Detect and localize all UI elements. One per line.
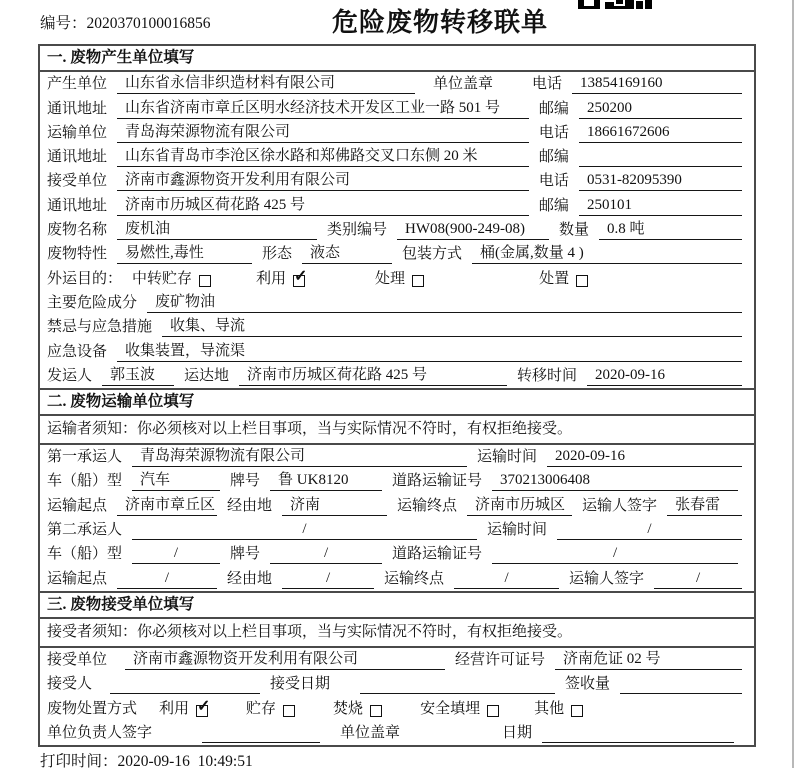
checkbox-label: 处理	[375, 270, 406, 287]
disposal-incinerate-checkbox	[333, 700, 382, 719]
seal-date-field	[542, 723, 734, 743]
check-mark-icon: ✓	[197, 697, 211, 715]
transport-date-2-field: /	[557, 520, 742, 540]
producer-address-field: 山东省济南市章丘区明水经济技术开发区工业一路 501 号	[117, 99, 529, 119]
field-label: 数量	[559, 222, 590, 239]
via-1-field: 济南	[282, 496, 387, 516]
page-edge-line	[792, 0, 794, 768]
disposal-other-checkbox	[534, 700, 583, 719]
field-label: 车（船）型	[47, 473, 123, 490]
checkbox-icon	[412, 275, 424, 287]
carrier-signature-1-field: 张春雷	[667, 496, 742, 516]
plate-number-1-field: 鲁 UK8120	[270, 471, 382, 491]
form-row	[40, 696, 754, 720]
carrier-signature-2-field: /	[654, 569, 742, 589]
road-transport-permit-2-field: /	[492, 544, 738, 564]
disposal-utilize-checkbox	[159, 697, 211, 719]
field-label: 运输时间	[477, 449, 538, 466]
print-time-label: 打印时间：	[40, 753, 118, 768]
origin-1-field: 济南市章丘区	[117, 496, 217, 516]
waste-form-field: 液态	[302, 244, 392, 264]
form-row	[40, 145, 754, 169]
waste-name-field: 废机油	[117, 220, 317, 240]
field-label: 接受单位	[47, 651, 108, 668]
checkbox-label: 其他	[534, 700, 565, 717]
field-label: 接受人	[47, 676, 93, 693]
field-label: 邮编	[538, 100, 569, 117]
form-row	[40, 445, 754, 469]
receiver-address-field: 济南市历城区荷花路 425 号	[117, 196, 529, 216]
section-receiver-rows	[40, 648, 754, 745]
utilize-checkbox	[256, 267, 308, 289]
field-label: 运输人签字	[569, 570, 645, 587]
checkbox-icon	[199, 275, 211, 287]
business-license-number-field: 济南危证 02 号	[555, 650, 742, 670]
checkbox-icon	[576, 275, 588, 287]
field-label: 牌号	[230, 546, 261, 563]
spacer	[382, 718, 420, 719]
checkbox-label: 贮存	[246, 700, 277, 717]
form-row	[40, 218, 754, 242]
field-label: 经由地	[227, 497, 273, 514]
field-label: 包装方式	[402, 246, 463, 263]
field-label: 废物特性	[47, 246, 108, 263]
field-label: 邮编	[538, 149, 569, 166]
form-row	[40, 72, 754, 96]
producer-phone-field: 13854169160	[572, 74, 742, 94]
transporter-postcode-field	[579, 147, 742, 167]
origin-2-field: /	[117, 569, 217, 589]
receiver-unit-field: 济南市鑫源物资开发利用有限公司	[117, 171, 529, 191]
receiver-phone-field: 0531-82095390	[579, 171, 742, 191]
via-2-field: /	[282, 569, 374, 589]
checkbox-label: 利用	[256, 270, 287, 287]
manifest-table	[38, 44, 756, 747]
disposal-store-checkbox	[246, 700, 295, 719]
checkbox-label: 焚烧	[333, 700, 364, 717]
main-hazard-component-field: 废矿物油	[147, 293, 742, 313]
accept-date-field	[360, 674, 555, 694]
accepter-field	[110, 674, 260, 694]
field-label: 通讯地址	[47, 100, 108, 117]
field-label: 第一承运人	[47, 449, 123, 466]
responsible-person-signature-field	[202, 723, 320, 743]
field-label: 类别编号	[327, 222, 388, 239]
checkbox-label: 处置	[539, 270, 570, 287]
field-label: 运输终点	[384, 570, 445, 587]
form-row	[40, 672, 754, 696]
field-label: 运输时间	[487, 522, 548, 539]
checkbox-label: 中转贮存	[132, 270, 193, 287]
producer-postcode-field: 250200	[579, 99, 742, 119]
field-label: 电话	[531, 76, 562, 93]
accept-unit-field: 济南市鑫源物资开发利用有限公司	[125, 650, 445, 670]
field-label: 运输起点	[47, 570, 108, 587]
spacer	[295, 718, 333, 719]
section-title-producer: 一. 废物产生单位填写	[40, 46, 754, 72]
spacer	[305, 288, 375, 289]
checkbox-icon	[370, 705, 382, 717]
form-row	[40, 121, 754, 145]
checkbox-label: 安全填埋	[420, 700, 481, 717]
treat-checkbox	[375, 270, 424, 289]
field-label: 单位盖章	[433, 76, 494, 93]
field-label: 道路运输证号	[392, 546, 483, 563]
vehicle-type-2-field: /	[132, 544, 220, 564]
form-row	[40, 169, 754, 193]
receiver-postcode-field: 250101	[579, 196, 742, 216]
spacer	[211, 288, 256, 289]
form-row	[40, 96, 754, 120]
field-label: 废物处置方式	[47, 700, 138, 717]
field-label: 经由地	[227, 570, 273, 587]
field-label: 废物名称	[47, 222, 108, 239]
destination-field: 济南市历城区荷花路 425 号	[239, 366, 507, 386]
consignor-field: 郭玉波	[102, 366, 174, 386]
qr-code-fragment	[578, 0, 652, 9]
field-label: 发运人	[47, 367, 93, 384]
field-label: 运达地	[184, 367, 230, 384]
field-label: 形态	[262, 246, 293, 263]
field-label: 接受单位	[47, 173, 108, 190]
transporter-unit-field: 青岛海荣源物流有限公司	[117, 123, 529, 143]
field-label: 单位负责人签字	[47, 724, 153, 741]
form-row	[40, 721, 754, 745]
field-label: 车（船）型	[47, 546, 123, 563]
field-label: 接受日期	[270, 676, 331, 693]
transfer-date-field: 2020-09-16	[587, 366, 742, 386]
form-row	[40, 315, 754, 339]
form-row	[40, 542, 754, 566]
field-label: 签收量	[565, 676, 611, 693]
terminal-2-field: /	[454, 569, 559, 589]
emergency-equipment-field: 收集装置，导流渠	[117, 342, 742, 362]
dispose-checkbox	[539, 270, 588, 289]
form-row	[40, 364, 754, 388]
form-row	[40, 339, 754, 363]
field-label: 产生单位	[47, 76, 108, 93]
contraindication-emergency-measures-field: 收集、导流	[162, 317, 742, 337]
road-transport-permit-1-field: 370213006408	[492, 471, 738, 491]
form-row	[40, 493, 754, 517]
print-time	[40, 749, 253, 768]
transporter-address-field: 山东省青岛市李沧区徐水路和郑佛路交叉口东侧 20 米	[117, 147, 529, 167]
terminal-1-field: 济南市历城区	[467, 496, 572, 516]
section-transport-rows	[40, 445, 754, 591]
spacer	[503, 93, 532, 94]
form-row	[40, 291, 754, 315]
print-time-value: 2020-09-16 10:49:51	[117, 753, 253, 768]
section-title-transport: 二. 废物运输单位填写	[40, 388, 754, 416]
form-row	[40, 566, 754, 590]
field-label: 运输起点	[47, 497, 108, 514]
check-mark-icon: ✓	[294, 267, 308, 285]
serial-label: 编号：	[40, 15, 87, 32]
field-label: 应急设备	[47, 343, 108, 360]
field-label: 牌号	[230, 473, 261, 490]
field-label: 运输人签字	[582, 497, 658, 514]
field-label: 主要危险成分	[47, 294, 138, 311]
waste-characteristics-field: 易燃性,毒性	[117, 244, 252, 264]
field-label: 经营许可证号	[455, 651, 546, 668]
second-carrier-field: /	[132, 520, 477, 540]
transfer-storage-checkbox	[132, 270, 211, 289]
packaging-method-field: 桶(金属,数量 4 )	[472, 244, 742, 264]
field-label: 电话	[538, 124, 569, 141]
serial-number	[40, 11, 211, 33]
field-label: 运输终点	[397, 497, 458, 514]
spacer	[147, 718, 159, 719]
field-label: 电话	[538, 173, 569, 190]
form-row	[40, 648, 754, 672]
checkbox-icon	[283, 705, 295, 717]
field-label: 外运目的：	[47, 270, 123, 287]
field-label: 单位盖章	[340, 724, 401, 741]
spacer	[208, 718, 246, 719]
vehicle-type-1-field: 汽车	[132, 471, 220, 491]
section-title-receiver: 三. 废物接受单位填写	[40, 591, 754, 619]
disposal-landfill-checkbox	[420, 700, 499, 719]
field-label: 转移时间	[517, 367, 578, 384]
spacer	[424, 288, 539, 289]
producer-unit-field: 山东省永信非织造材料有限公司	[117, 74, 415, 94]
waste-category-code-field: HW08(900-249-08)	[397, 220, 549, 240]
signed-quantity-field	[620, 674, 742, 694]
first-carrier-field: 青岛海荣源物流有限公司	[132, 447, 467, 467]
form-row	[40, 242, 754, 266]
receiver-notice: 接受者须知：你必须核对以上栏目事项，当与实际情况不符时，有权拒绝接受。	[40, 619, 754, 648]
field-label: 邮编	[538, 197, 569, 214]
transporter-phone-field: 18661672606	[579, 123, 742, 143]
form-row	[40, 193, 754, 217]
field-label: 禁忌与应急措施	[47, 319, 153, 336]
checkbox-icon	[487, 705, 499, 717]
plate-number-2-field: /	[270, 544, 382, 564]
spacer	[410, 742, 502, 743]
serial-value: 2020370100016856	[86, 15, 211, 32]
waste-quantity-field: 0.8 吨	[599, 220, 742, 240]
checkbox-label: 利用	[159, 700, 190, 717]
transporter-notice: 运输者须知：你必须核对以上栏目事项，当与实际情况不符时，有权拒绝接受。	[40, 416, 754, 445]
section-producer-rows	[40, 72, 754, 388]
field-label: 道路运输证号	[392, 473, 483, 490]
form-row	[40, 469, 754, 493]
field-label: 第二承运人	[47, 522, 123, 539]
form-row	[40, 266, 754, 290]
field-label: 日期	[502, 724, 533, 741]
checkbox-icon	[571, 705, 583, 717]
field-label: 运输单位	[47, 124, 108, 141]
field-label: 通讯地址	[47, 197, 108, 214]
checkbox-icon	[293, 267, 308, 287]
form-row	[40, 518, 754, 542]
spacer	[499, 718, 534, 719]
transport-date-1-field: 2020-09-16	[547, 447, 742, 467]
field-label: 通讯地址	[47, 149, 108, 166]
doc-title: 危险废物转移联单	[332, 8, 549, 37]
checkbox-icon	[196, 697, 211, 717]
